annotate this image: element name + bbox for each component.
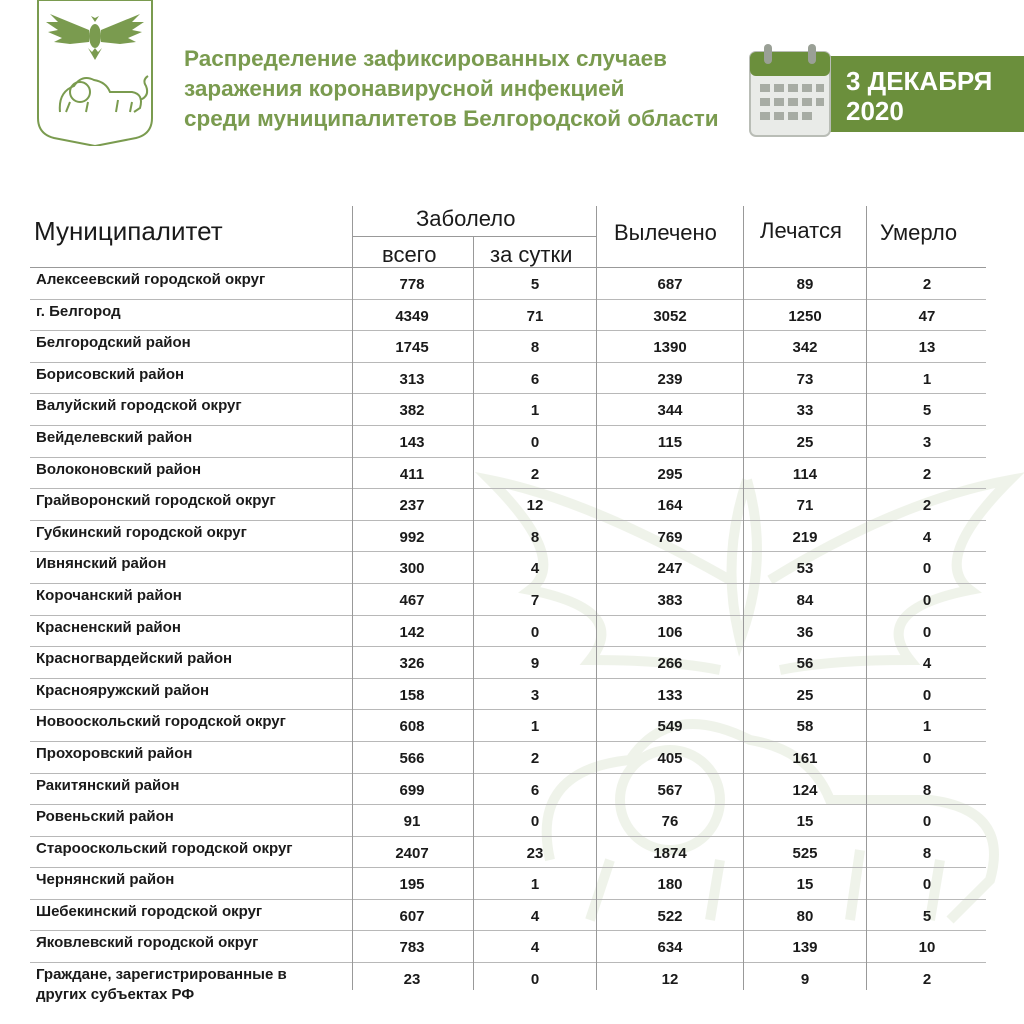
cell-died: 0 — [922, 749, 932, 767]
municipality-name: Красненский район — [36, 618, 181, 636]
table-row — [30, 774, 986, 806]
cell-day: 4 — [530, 907, 540, 925]
cell-day: 6 — [530, 781, 540, 799]
header-infected: Заболело — [416, 206, 516, 231]
cell-recovered: 405 — [657, 749, 683, 767]
municipality-name: Вейделевский район — [36, 428, 193, 446]
cell-total: 1745 — [395, 339, 429, 357]
cell-treated: 15 — [796, 876, 814, 894]
cell-died: 2 — [922, 497, 932, 515]
table-row — [30, 521, 986, 553]
cell-recovered: 769 — [657, 528, 683, 546]
table-row — [30, 300, 986, 332]
cell-treated: 124 — [792, 781, 818, 799]
cell-treated: 84 — [796, 591, 814, 609]
cell-recovered: 239 — [657, 370, 683, 388]
cell-died: 4 — [922, 528, 932, 546]
cell-recovered: 106 — [657, 623, 683, 641]
cell-day: 4 — [530, 560, 540, 578]
cell-total: 778 — [399, 276, 425, 293]
municipality-name: Губкинский городской округ — [36, 523, 247, 541]
cell-treated: 1250 — [788, 307, 822, 325]
cell-died: 8 — [922, 844, 932, 862]
table-row — [30, 458, 986, 490]
title-line-3: среди муниципалитетов Белгородской области — [184, 106, 719, 131]
cases-table — [30, 206, 986, 1011]
table-row — [30, 963, 986, 1011]
cell-day: 4 — [530, 939, 540, 957]
table-row — [30, 489, 986, 521]
cell-died: 2 — [922, 465, 932, 483]
municipality-name: Грайворонский городской округ — [36, 492, 276, 510]
municipality-name: Волоконовский район — [36, 460, 202, 478]
cell-day: 2 — [530, 465, 540, 483]
cell-recovered: 383 — [657, 591, 683, 609]
table-header — [30, 206, 986, 268]
cell-day: 5 — [530, 276, 540, 293]
header-infected-total: всего — [382, 242, 437, 267]
cell-recovered: 12 — [661, 971, 679, 989]
cell-total: 326 — [399, 655, 425, 673]
cell-died: 3 — [922, 433, 932, 451]
cell-recovered: 634 — [657, 939, 683, 957]
cell-total: 566 — [399, 749, 425, 767]
cell-treated: 161 — [792, 749, 818, 767]
header-infected-day: за сутки — [490, 242, 573, 267]
cell-recovered: 687 — [657, 276, 683, 293]
cell-died: 47 — [918, 307, 936, 325]
table-row — [30, 710, 986, 742]
cell-died: 0 — [922, 560, 932, 578]
table-row — [30, 805, 986, 837]
cell-recovered: 295 — [657, 465, 683, 483]
cell-day: 1 — [530, 876, 540, 894]
cell-total: 992 — [399, 528, 425, 546]
calendar-icon — [748, 42, 832, 138]
column-divider — [866, 206, 867, 990]
cell-day: 0 — [530, 433, 540, 451]
table-row — [30, 584, 986, 616]
table-row — [30, 837, 986, 869]
municipality-name: Яковлевский городской округ — [36, 934, 259, 952]
table-row — [30, 331, 986, 363]
cell-day: 8 — [530, 339, 540, 357]
cell-treated: 15 — [796, 813, 814, 831]
cell-day: 0 — [530, 971, 540, 989]
table-row — [30, 616, 986, 648]
municipality-name: Ракитянский район — [36, 776, 180, 794]
cell-died: 1 — [922, 718, 932, 736]
table-row — [30, 679, 986, 711]
cell-died: 0 — [922, 876, 932, 894]
header-recovered: Вылечено — [614, 220, 717, 245]
municipality-name: Борисовский район — [36, 365, 185, 383]
cell-total: 313 — [399, 370, 425, 388]
municipality-name: Граждане, зарегистрированные в других субъектах РФ — [36, 966, 287, 1004]
cell-treated: 73 — [796, 370, 814, 388]
cell-treated: 219 — [792, 528, 818, 546]
cell-treated: 139 — [792, 939, 818, 957]
cell-day: 0 — [530, 813, 540, 831]
cell-total: 158 — [399, 686, 425, 704]
municipality-name: Чернянский район — [36, 871, 175, 889]
cell-recovered: 180 — [657, 876, 683, 894]
cell-treated: 342 — [792, 339, 818, 357]
cell-day: 7 — [530, 591, 540, 609]
cell-treated: 53 — [796, 560, 814, 578]
coat-of-arms-emblem — [36, 0, 154, 146]
cell-treated: 36 — [796, 623, 814, 641]
cell-treated: 80 — [796, 907, 814, 925]
cell-day: 71 — [526, 307, 544, 325]
header-municipality: Муниципалитет — [34, 216, 223, 246]
cell-recovered: 164 — [657, 497, 683, 515]
cell-total: 467 — [399, 591, 425, 609]
municipality-name: Шебекинский городской округ — [36, 902, 263, 920]
report-date-year: 2020 — [846, 96, 904, 126]
cell-treated: 71 — [796, 497, 814, 515]
cell-total: 2407 — [395, 844, 429, 862]
page-title — [184, 44, 744, 134]
cell-day: 2 — [530, 749, 540, 767]
cell-died: 0 — [922, 623, 932, 641]
cell-died: 8 — [922, 781, 932, 799]
cell-day: 9 — [530, 655, 540, 673]
cell-recovered: 76 — [661, 813, 679, 831]
municipality-name: Белгородский район — [36, 334, 191, 352]
municipality-name: г. Белгород — [36, 302, 121, 320]
column-divider — [352, 206, 353, 990]
cell-total: 23 — [403, 971, 421, 989]
cell-total: 143 — [399, 433, 425, 451]
cell-total: 4349 — [395, 307, 429, 325]
table-row — [30, 394, 986, 426]
cell-treated: 25 — [796, 433, 814, 451]
cell-died: 0 — [922, 686, 932, 704]
cell-treated: 114 — [792, 465, 818, 483]
cell-total: 607 — [399, 907, 425, 925]
cell-recovered: 115 — [657, 433, 683, 451]
cell-recovered: 522 — [657, 907, 683, 925]
cell-recovered: 3052 — [653, 307, 687, 325]
title-line-2: заражения коронавирусной инфекцией — [184, 76, 625, 101]
column-divider — [596, 206, 597, 990]
municipality-name: Алексеевский городской округ — [36, 271, 266, 288]
cell-recovered: 266 — [657, 655, 683, 673]
cell-treated: 25 — [796, 686, 814, 704]
table-body — [30, 268, 986, 1011]
table-row — [30, 647, 986, 679]
cell-died: 2 — [922, 276, 932, 293]
cell-day: 0 — [530, 623, 540, 641]
cell-recovered: 344 — [657, 402, 683, 420]
header-treated: Лечатся — [760, 218, 842, 243]
cell-treated: 9 — [800, 971, 810, 989]
cell-recovered: 133 — [657, 686, 683, 704]
header-subdivider — [352, 236, 596, 237]
cell-died: 1 — [922, 370, 932, 388]
table-row — [30, 868, 986, 900]
cell-total: 783 — [399, 939, 425, 957]
cell-recovered: 549 — [657, 718, 683, 736]
cell-recovered: 1874 — [653, 844, 687, 862]
municipality-name: Корочанский район — [36, 586, 182, 604]
table-row — [30, 268, 986, 300]
cell-day: 23 — [526, 844, 544, 862]
cell-died: 10 — [918, 939, 936, 957]
cell-total: 382 — [399, 402, 425, 420]
table-row — [30, 552, 986, 584]
header-died: Умерло — [880, 220, 958, 245]
cell-treated: 56 — [796, 655, 814, 673]
cell-recovered: 247 — [657, 560, 683, 578]
cell-day: 6 — [530, 370, 540, 388]
municipality-name: Красногвардейский район — [36, 650, 233, 668]
cell-treated: 89 — [796, 276, 814, 293]
municipality-name: Новооскольский городской округ — [36, 713, 286, 731]
cell-recovered: 567 — [657, 781, 683, 799]
cell-died: 5 — [922, 402, 932, 420]
cell-died: 5 — [922, 907, 932, 925]
table-row — [30, 931, 986, 963]
cell-died: 2 — [922, 971, 932, 989]
cell-total: 411 — [399, 465, 425, 483]
table-row — [30, 900, 986, 932]
cell-died: 13 — [918, 339, 936, 357]
table-row — [30, 363, 986, 395]
table-row — [30, 426, 986, 458]
municipality-name: Валуйский городской округ — [36, 397, 242, 415]
cell-recovered: 1390 — [653, 339, 687, 357]
cell-treated: 58 — [796, 718, 814, 736]
cell-total: 608 — [399, 718, 425, 736]
report-date — [846, 66, 992, 126]
column-divider — [473, 236, 474, 990]
cell-day: 3 — [530, 686, 540, 704]
cell-treated: 33 — [796, 402, 814, 420]
municipality-name: Прохоровский район — [36, 744, 193, 762]
municipality-name: Ивнянский район — [36, 555, 167, 573]
cell-day: 1 — [530, 402, 540, 420]
cell-died: 0 — [922, 591, 932, 609]
report-date-day: 3 ДЕКАБРЯ — [846, 66, 993, 96]
cell-total: 699 — [399, 781, 425, 799]
cell-day: 1 — [530, 718, 540, 736]
cell-day: 12 — [526, 497, 544, 515]
cell-day: 8 — [530, 528, 540, 546]
cell-total: 195 — [399, 876, 425, 894]
municipality-name: Ровеньский район — [36, 808, 174, 826]
column-divider — [743, 206, 744, 990]
cell-died: 0 — [922, 813, 932, 831]
table-row — [30, 742, 986, 774]
municipality-name: Краснояружский район — [36, 681, 210, 699]
cell-total: 300 — [399, 560, 425, 578]
cell-treated: 525 — [792, 844, 818, 862]
cell-total: 237 — [399, 497, 425, 515]
cell-total: 142 — [399, 623, 425, 641]
cell-died: 4 — [922, 655, 932, 673]
municipality-name: Старооскольский городской округ — [36, 839, 293, 857]
cell-total: 91 — [403, 813, 421, 831]
title-line-1: Распределение зафиксированных случаев — [184, 46, 667, 71]
